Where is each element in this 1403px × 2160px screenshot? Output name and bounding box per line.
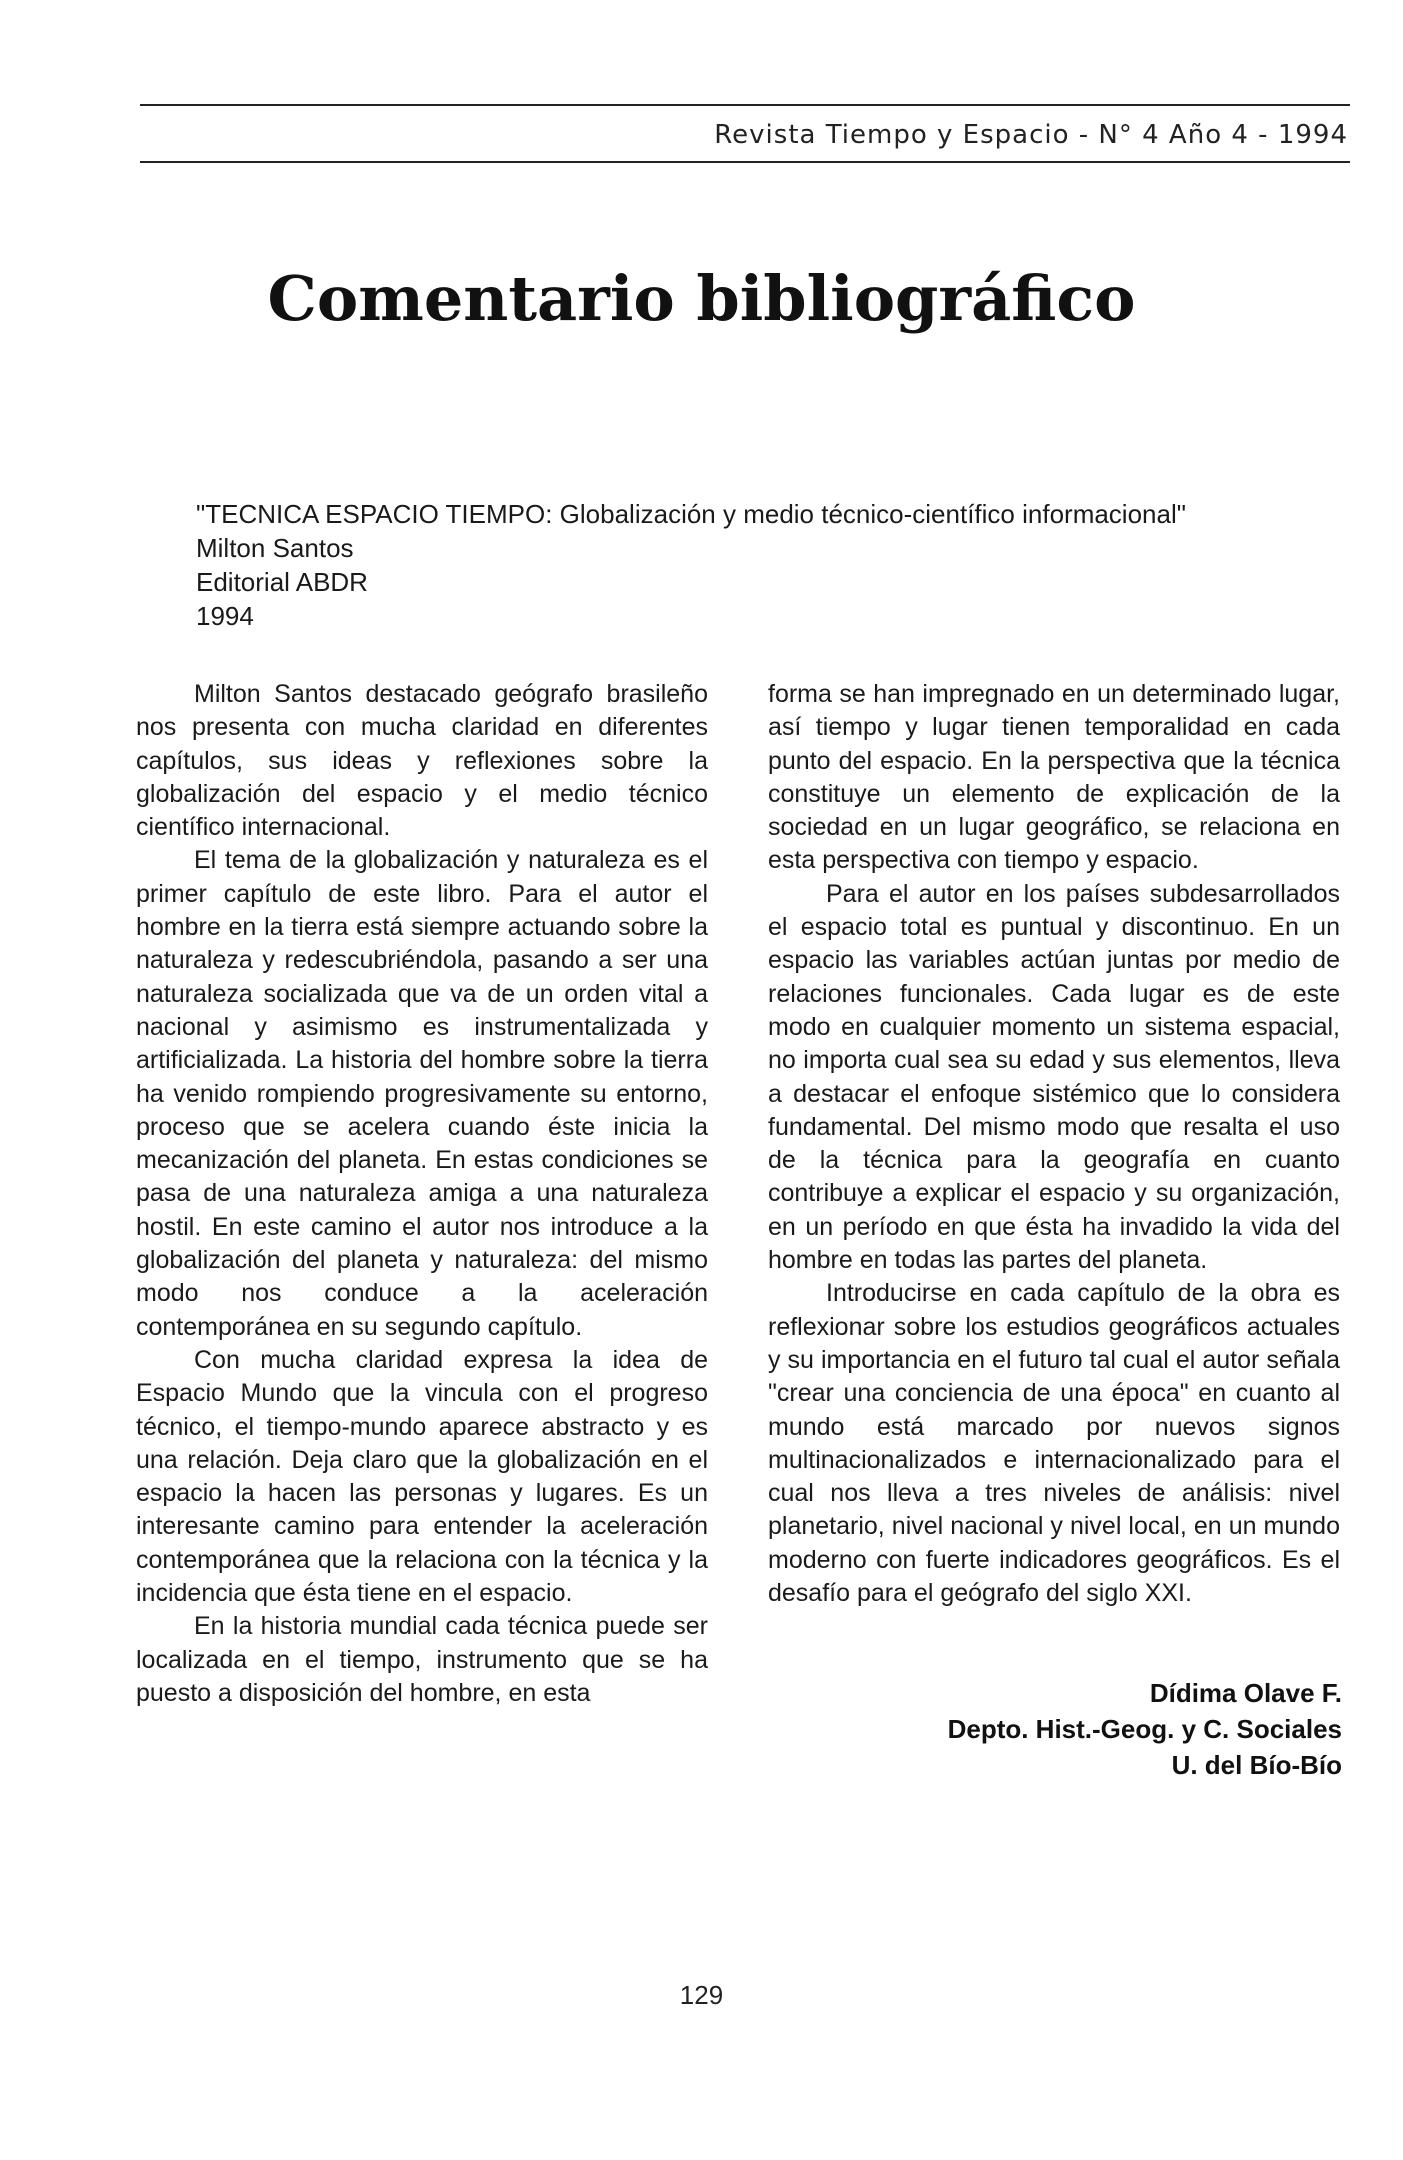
reviewer-signature: [948, 1675, 1342, 1783]
article-title: Comentario bibliográfico: [267, 262, 1136, 335]
paragraph: Para el autor en los países subdesarrollados el espacio total es puntual y discontinuo. En un espacio las variables actúan juntas por medio de relaciones funcionales. Cada lugar es de este modo en cualquier momento un sistema espacial, no importa cual sea su edad y sus elementos, lleva a destacar el enfoque sistémico que lo considera fundamental. Del mismo modo que resalta el uso de la técnica para la geografía en cuanto contribuye a explicar el espacio y su organización, en un período en que ésta ha invadido la vida del hombre en todas las partes del planeta.: [768, 879, 1340, 1275]
book-publisher: Editorial ABDR: [196, 567, 368, 597]
body-column-left: [136, 678, 708, 1710]
paragraph: Milton Santos destacado geógrafo brasileño nos presenta con mucha claridad en diferentes capítulos, sus ideas y reflexiones sobre la globalización del espacio y el medio técnico científico internacional.: [136, 680, 708, 842]
paragraph: El tema de la globalización y naturaleza es el primer capítulo de este libro. Para el autor el hombre en la tierra está siempre actuando sobre la naturaleza y redescubriéndola, pasando a ser una naturaleza socializada que va de un orden vital a nacional y asimismo es instrumentalizada y artificializada. La historia del hombre sobre la tierra ha venido rompiendo progresivamente su entorno, proceso que se acelera cuando éste inicia la mecanización del planeta. En estas condiciones se pasa de una naturaleza amiga a una naturaleza hostil. En este camino el autor nos introduce a la globalización del planeta y naturaleza: del mismo modo nos conduce a la aceleración contemporánea en su segundo capítulo.: [136, 846, 708, 1341]
reviewer-department: Depto. Hist.-Geog. y C. Sociales: [947, 1714, 1342, 1744]
header-rule-top: [140, 104, 1350, 106]
book-author: Milton Santos: [196, 533, 354, 563]
header-rule-bottom: [140, 161, 1350, 163]
body-column-right: [768, 678, 1340, 1610]
paragraph: Con mucha claridad expresa la idea de Espacio Mundo que la vincula con el progreso técnico, el tiempo-mundo aparece abstracto y es una relación. Deja claro que la globalización en el espacio la hacen las personas y lugares. Es un interesante camino para entender la aceleración contemporánea que la relaciona con la técnica y la incidencia que ésta tiene en el espacio.: [136, 1345, 708, 1608]
paragraph: Introducirse en cada capítulo de la obra es reflexionar sobre los estudios geográficos actuales y su importancia en el futuro tal cual el autor señala "crear una conciencia de una época" en cuanto al mundo está marcado por nuevos signos multinacionalizados e internacionalizado para el cual nos lleva a tres niveles de análisis: nivel planetario, nivel nacional y nivel local, en un mundo moderno con fuerte indicadores geográficos. Es el desafío para el geógrafo del siglo XXI.: [768, 1279, 1340, 1608]
reviewer-university: U. del Bío-Bío: [1171, 1750, 1342, 1780]
paragraph: En la historia mundial cada técnica puede ser localizada en el tiempo, instrumento que se ha puesto a disposición del hombre, en esta: [136, 1612, 708, 1707]
running-head: Revista Tiempo y Espacio - N° 4 Año 4 - 1994: [714, 120, 1348, 150]
page-number: 129: [679, 1980, 724, 2010]
book-year: 1994: [196, 601, 254, 631]
paragraph: forma se han impregnado en un determinado lugar, así tiempo y lugar tienen temporalidad en cada punto del espacio. En la perspectiva que la técnica constituye un elemento de explicación de la sociedad en un lugar geográfico, se relaciona en esta perspectiva con tiempo y espacio.: [768, 680, 1340, 875]
reviewer-name: Dídima Olave F.: [1149, 1678, 1342, 1708]
book-title: "TECNICA ESPACIO TIEMPO: Globalización y medio técnico-científico informacional": [196, 499, 1186, 529]
book-citation: [196, 497, 1346, 633]
